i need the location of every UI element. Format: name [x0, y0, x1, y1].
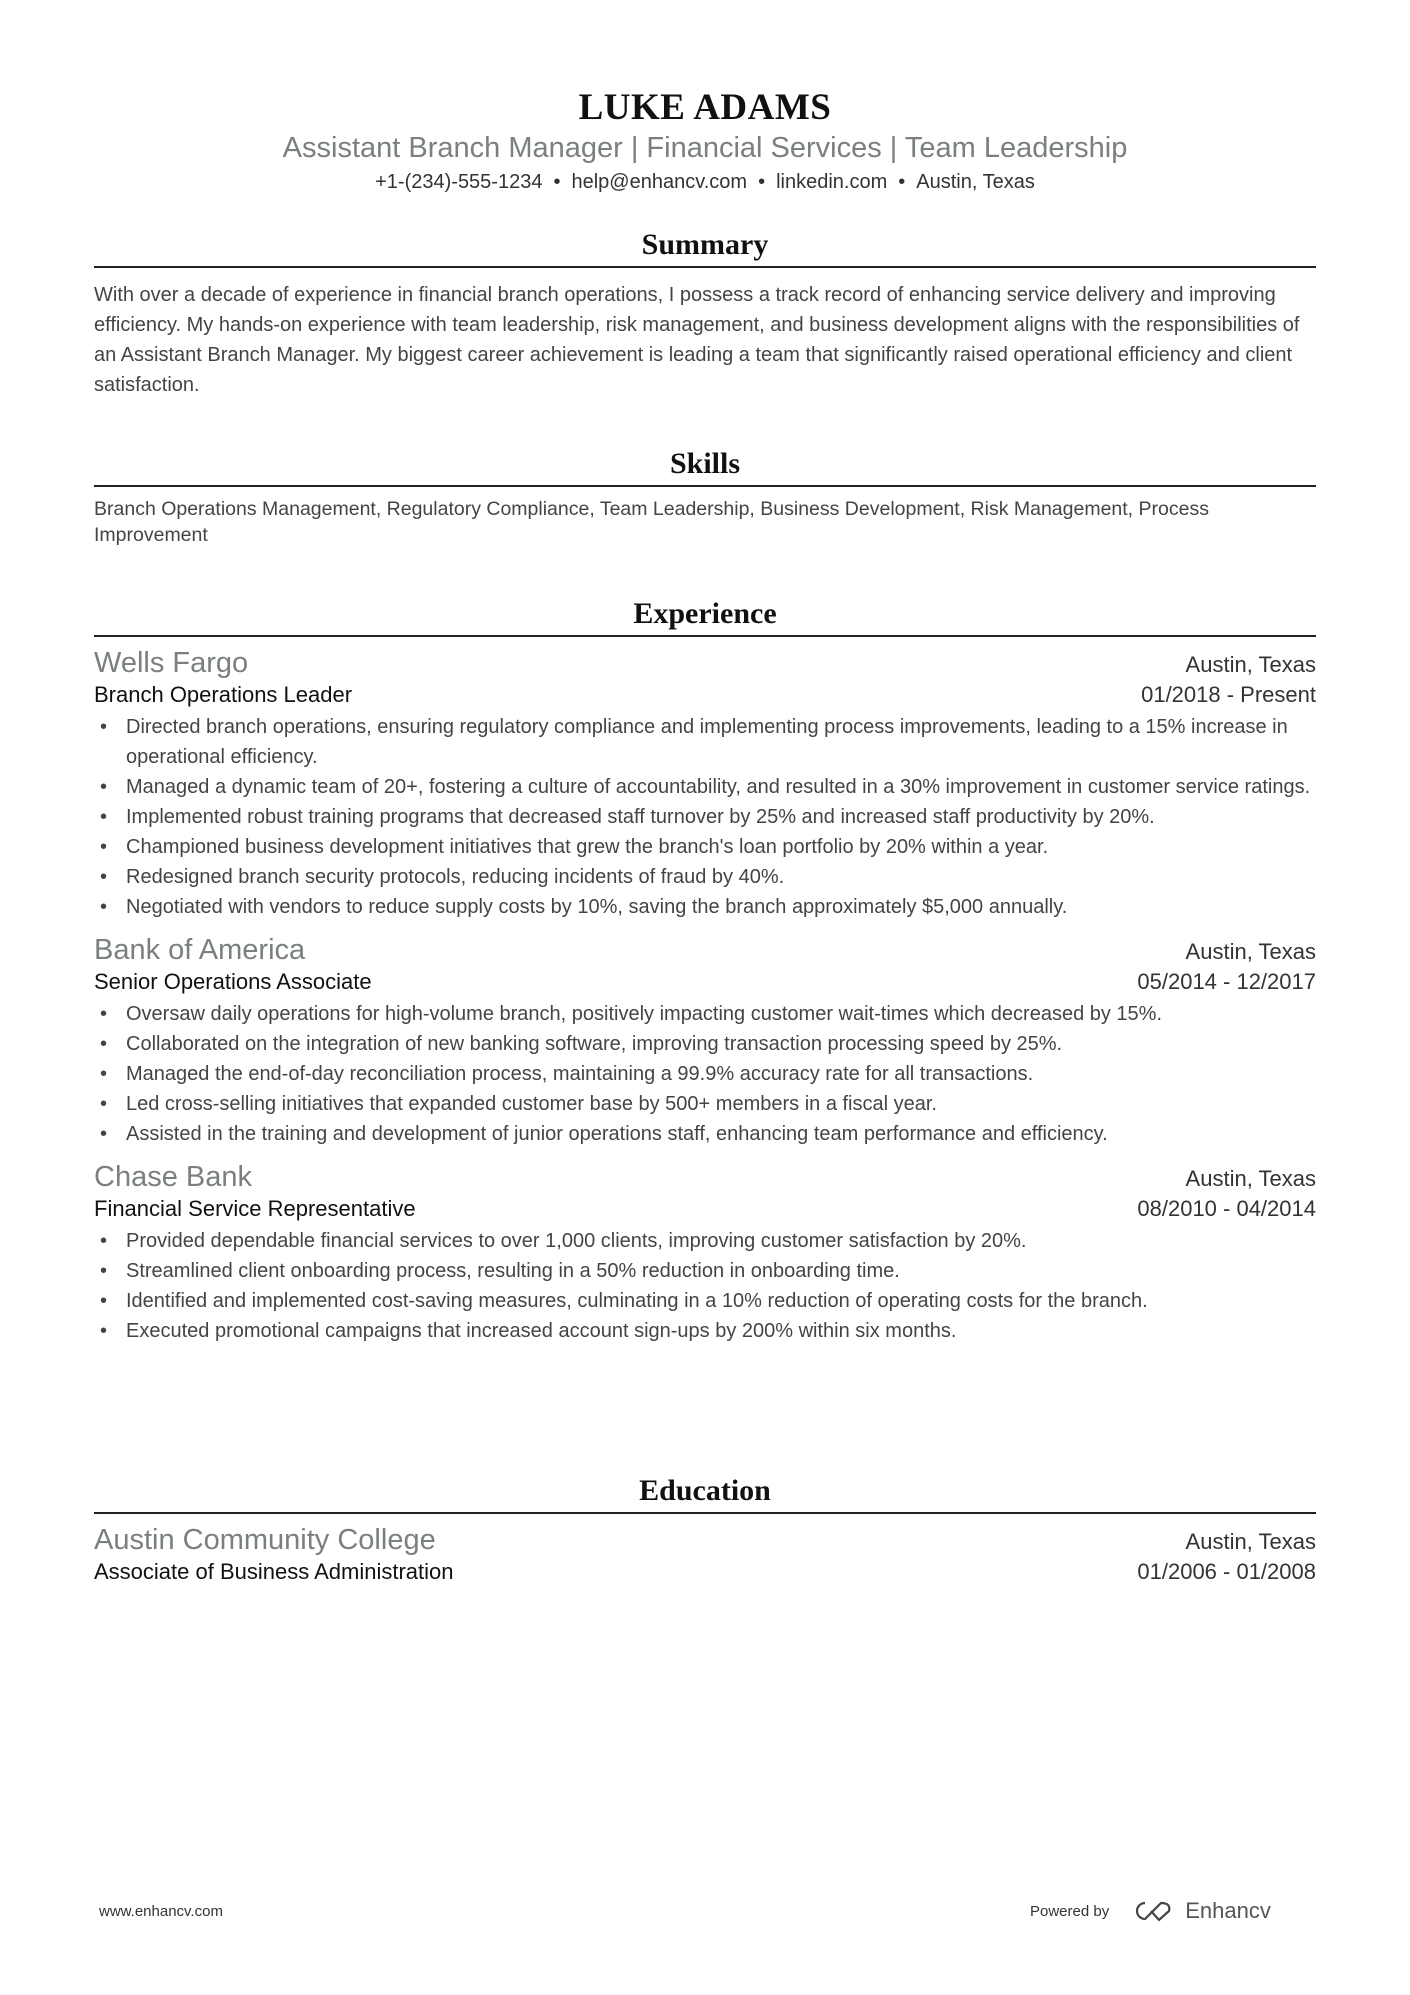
bullet-icon: • [100, 1123, 108, 1145]
bullet-text: Collaborated on the integration of new banking software, improving transaction processing speed by 25%. [126, 1033, 1063, 1055]
education-section [94, 1474, 1316, 1585]
bullet-icon: • [100, 1290, 108, 1312]
bullet-item [94, 1089, 1316, 1119]
bullet-icon: • [100, 716, 108, 738]
bullet-text: Managed a dynamic team of 20+, fostering a culture of accountability, and resulted in a 30% improvement in customer service ratings. [126, 776, 1311, 798]
bullet-text: Provided dependable financial services to over 1,000 clients, improving customer satisfaction by 20%. [126, 1230, 1027, 1252]
divider [94, 266, 1316, 268]
experience-section [94, 597, 1316, 1346]
bullet-item [94, 1059, 1316, 1089]
phone: +1-(234)-555-1234 [375, 171, 543, 193]
contact-info [94, 171, 1316, 194]
education-entry [94, 1524, 1316, 1585]
bullet-text: Assisted in the training and development of junior operations staff, enhancing team performance and efficiency. [126, 1123, 1108, 1145]
job-role: Branch Operations Leader [94, 682, 353, 707]
company-name: Wells Fargo [94, 647, 249, 679]
enhancv-logo-icon [1131, 1899, 1177, 1923]
bullet-text: Implemented robust training programs that decreased staff turnover by 25% and increased staff productivity by 20%. [126, 806, 1155, 828]
bullet-item [94, 999, 1316, 1029]
job-entry [94, 647, 1316, 922]
bullet-text: Directed branch operations, ensuring regulatory compliance and implementing process improvements, leading to a 15% increase in operational efficiency. [126, 716, 1288, 768]
education-dates: 01/2006 - 01/2008 [1137, 1559, 1316, 1584]
bullet-icon: • [100, 836, 108, 858]
bullet-item [94, 712, 1316, 772]
summary-section [94, 228, 1316, 400]
bullet-icon: • [100, 1063, 108, 1085]
bullet-icon: • [100, 1260, 108, 1282]
job-location: Austin, Texas [1185, 652, 1316, 677]
separator: • [553, 171, 561, 193]
powered-by-label: Powered by [1030, 1902, 1110, 1920]
bullet-icon: • [100, 1003, 108, 1025]
degree: Associate of Business Administration [94, 1559, 454, 1584]
school-name: Austin Community College [94, 1524, 436, 1556]
bullet-icon: • [100, 1033, 108, 1055]
divider [94, 1512, 1316, 1514]
bullet-icon: • [100, 1230, 108, 1252]
job-location: Austin, Texas [1185, 1166, 1316, 1191]
skills-text: Branch Operations Management, Regulatory Compliance, Team Leadership, Business Development, Risk Management, Process Improvement [94, 498, 1209, 546]
email-link[interactable]: help@enhancv.com [571, 171, 748, 193]
footer-website[interactable]: www.enhancv.com [99, 1903, 223, 1920]
separator: • [898, 171, 906, 193]
section-heading: Skills [669, 447, 741, 480]
enhancv-logo[interactable] [1131, 1898, 1271, 1924]
footer-powered [1030, 1898, 1271, 1924]
bullet-icon: • [100, 1320, 108, 1342]
candidate-name: LUKE ADAMS [578, 87, 832, 128]
bullet-text: Streamlined client onboarding process, resulting in a 50% reduction in onboarding time. [126, 1260, 900, 1282]
job-role: Senior Operations Associate [94, 969, 372, 994]
bullet-item [94, 1119, 1316, 1149]
job-location: Austin, Texas [1185, 939, 1316, 964]
bullet-icon: • [100, 806, 108, 828]
bullet-item [94, 1286, 1316, 1316]
brand-name: Enhancv [1185, 1898, 1271, 1923]
bullet-icon: • [100, 1093, 108, 1115]
linkedin-link[interactable]: linkedin.com [776, 171, 888, 193]
bullet-item [94, 1256, 1316, 1286]
bullet-text: Executed promotional campaigns that increased account sign-ups by 200% within six months. [126, 1320, 957, 1342]
bullet-text: Redesigned branch security protocols, reducing incidents of fraud by 40%. [126, 866, 785, 888]
bullet-icon: • [100, 866, 108, 888]
section-heading: Summary [641, 228, 769, 261]
company-name: Bank of America [94, 934, 306, 966]
job-dates: 05/2014 - 12/2017 [1137, 969, 1316, 994]
bullet-icon: • [100, 776, 108, 798]
divider [94, 485, 1316, 487]
job-bullets [94, 999, 1316, 1149]
job-bullets [94, 1226, 1316, 1346]
bullet-item [94, 862, 1316, 892]
bullet-text: Led cross-selling initiatives that expanded customer base by 500+ members in a fiscal year. [126, 1093, 937, 1115]
job-dates: 01/2018 - Present [1141, 682, 1316, 707]
bullet-text: Negotiated with vendors to reduce supply costs by 10%, saving the branch approximately $5,000 annually. [126, 896, 1068, 918]
bullet-item [94, 892, 1316, 922]
bullet-text: Identified and implemented cost-saving measures, culminating in a 10% reduction of operating costs for the branch. [126, 1290, 1148, 1312]
bullet-item [94, 832, 1316, 862]
separator: • [758, 171, 766, 193]
company-name: Chase Bank [94, 1161, 252, 1193]
school-location: Austin, Texas [1185, 1529, 1316, 1554]
bullet-text: Oversaw daily operations for high-volume branch, positively impacting customer wait-times which decreased by 15%. [126, 1003, 1163, 1025]
bullet-text: Managed the end-of-day reconciliation process, maintaining a 99.9% accuracy rate for all transactions. [126, 1063, 1034, 1085]
divider [94, 635, 1316, 637]
job-entry [94, 1161, 1316, 1346]
section-heading: Education [639, 1474, 771, 1507]
section-heading: Experience [633, 597, 777, 630]
job-dates: 08/2010 - 04/2014 [1137, 1196, 1316, 1221]
bullet-item [94, 1226, 1316, 1256]
candidate-title: Assistant Branch Manager | Financial Services | Team Leadership [282, 132, 1128, 164]
bullet-icon: • [100, 896, 108, 918]
job-role: Financial Service Representative [94, 1196, 416, 1221]
bullet-item [94, 1029, 1316, 1059]
job-entry [94, 934, 1316, 1149]
job-bullets [94, 712, 1316, 922]
bullet-item [94, 1316, 1316, 1346]
bullet-item [94, 772, 1316, 802]
bullet-item [94, 802, 1316, 832]
skills-section [94, 447, 1316, 548]
location: Austin, Texas [916, 171, 1035, 193]
bullet-text: Championed business development initiatives that grew the branch's loan portfolio by 20% within a year. [126, 836, 1049, 858]
summary-text: With over a decade of experience in financial branch operations, I possess a track record of enhancing service delivery and improving efficiency. My hands-on experience with team leadership, risk management, and business development aligns with the responsibilities of an Assistant Branch Manager. My biggest career achievement is leading a team that significantly raised operational efficiency and client satisfaction. [94, 284, 1300, 396]
